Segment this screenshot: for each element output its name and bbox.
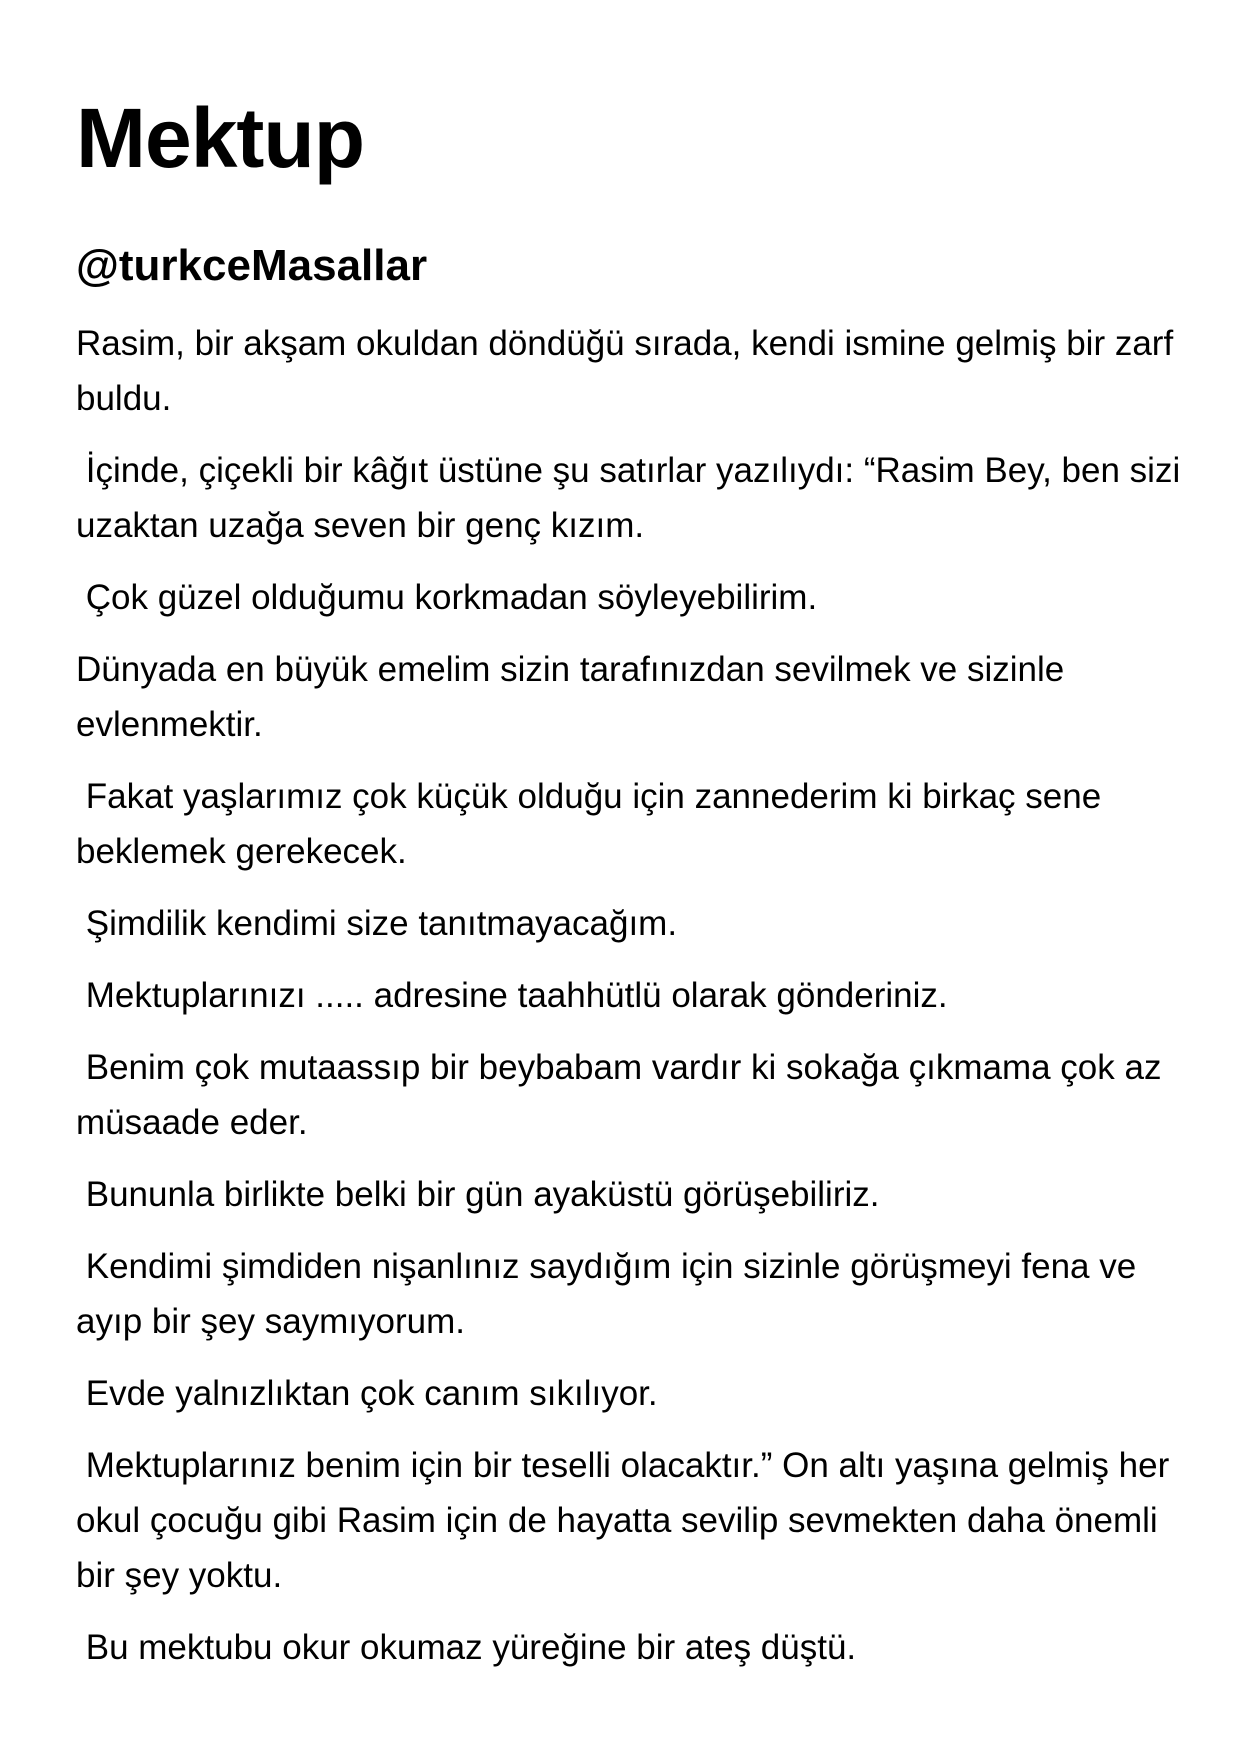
document-page (76, 88, 1190, 1692)
story-body (76, 316, 1190, 1675)
paragraph: Mektuplarınızı ..... adresine taahhütlü olarak gönderiniz. (76, 976, 948, 1015)
paragraph: Rasim, bir akşam okuldan döndüğü sırada, kendi ismine gelmiş bir zarf buldu. (76, 324, 1183, 418)
paragraph: Çok güzel olduğumu korkmadan söyleyebilirim. (76, 578, 818, 617)
paragraph: Fakat yaşlarımız çok küçük olduğu için zannederim ki birkaç sene beklemek gerekecek. (76, 777, 1111, 871)
paragraph: Evde yalnızlıktan çok canım sıkılıyor. (76, 1374, 658, 1413)
paragraph: Benim çok mutaassıp bir beybabam vardır ki sokağa çıkmama çok az müsaade eder. (76, 1048, 1172, 1142)
paragraph: Dünyada en büyük emelim sizin tarafınızdan sevilmek ve sizinle evlenmektir. (76, 650, 1074, 744)
paragraph: Mektuplarınız benim için bir teselli olacaktır.” On altı yaşına gelmiş her okul çocuğu gibi Rasim için de hayatta sevilip sevmekten daha önemli bir şey yoktu. (76, 1446, 1179, 1595)
paragraph: Şimdilik kendimi size tanıtmayacağım. (76, 904, 678, 943)
document-title: Mektup (76, 91, 364, 185)
paragraph: Bununla birlikte belki bir gün ayaküstü görüşebiliriz. (76, 1175, 880, 1214)
author-handle: @turkceMasallar (76, 241, 428, 290)
paragraph: İçinde, çiçekli bir kâğıt üstüne şu satırlar yazılıydı: “Rasim Bey, ben sizi uzaktan uzağa seven bir genç kızım. (76, 451, 1190, 545)
paragraph: Bu mektubu okur okumaz yüreğine bir ateş düştü. (76, 1628, 857, 1667)
paragraph: Kendimi şimdiden nişanlınız saydığım için sizinle görüşmeyi fena ve ayıp bir şey saymıyorum. (76, 1247, 1146, 1341)
